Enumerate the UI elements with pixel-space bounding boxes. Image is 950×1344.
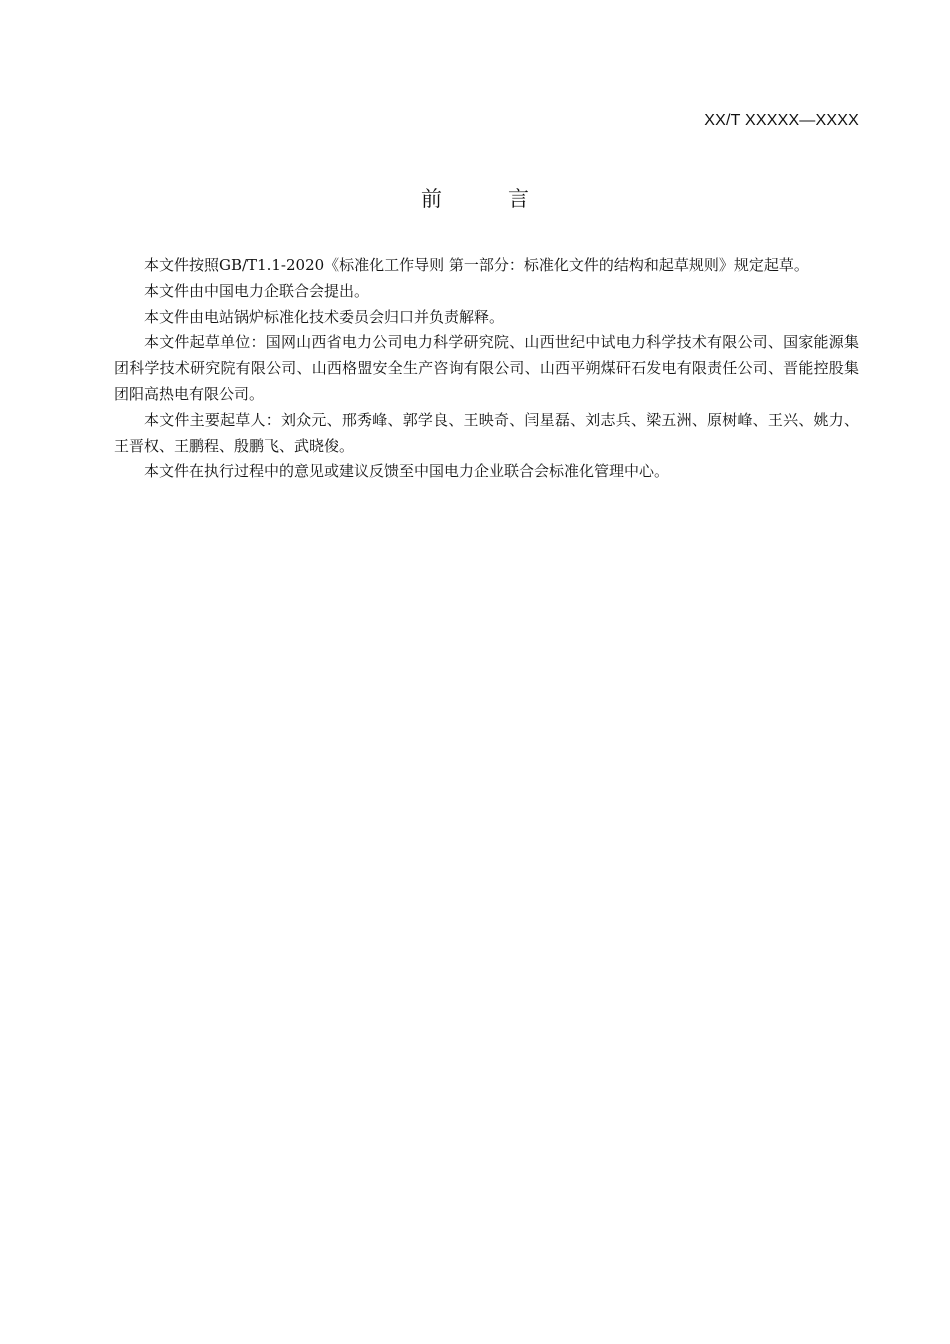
title-char-2: 言 (508, 187, 529, 211)
paragraph-responsible-committee: 本文件由电站锅炉标准化技术委员会归口并负责解释。 (144, 307, 505, 326)
page-title (0, 184, 950, 214)
paragraph-feedback: 本文件在执行过程中的意见或建议反馈至中国电力企业联合会标准化管理中心。 (144, 462, 670, 481)
paragraph-drafters: 本文件主要起草人：刘众元、邢秀峰、郭学良、王映奇、闫星磊、刘志兵、梁五洲、原树峰、王兴、姚力、王晋权、王鹏程、殷鹏飞、武晓俊。 (114, 410, 859, 455)
document-code: XX/T XXXXX—XXXX (704, 112, 859, 129)
paragraph-drafting-rules: 本文件按照GB/T1.1-2020《标准化工作导则 第一部分：标准化文件的结构和起草规则》规定起草。 (144, 256, 809, 274)
title-char-1: 前 (421, 187, 442, 211)
paragraph-proposer: 本文件由中国电力企联合会提出。 (144, 281, 370, 300)
paragraph-drafting-units: 本文件起草单位：国网山西省电力公司电力科学研究院、山西世纪中试电力科学技术有限公司、国家能源集团科学技术研究院有限公司、山西格盟安全生产咨询有限公司、山西平朔煤矸石发电有限责任公司、晋能控股集团阳高热电有限公司。 (114, 333, 859, 403)
foreword-body (114, 253, 859, 485)
